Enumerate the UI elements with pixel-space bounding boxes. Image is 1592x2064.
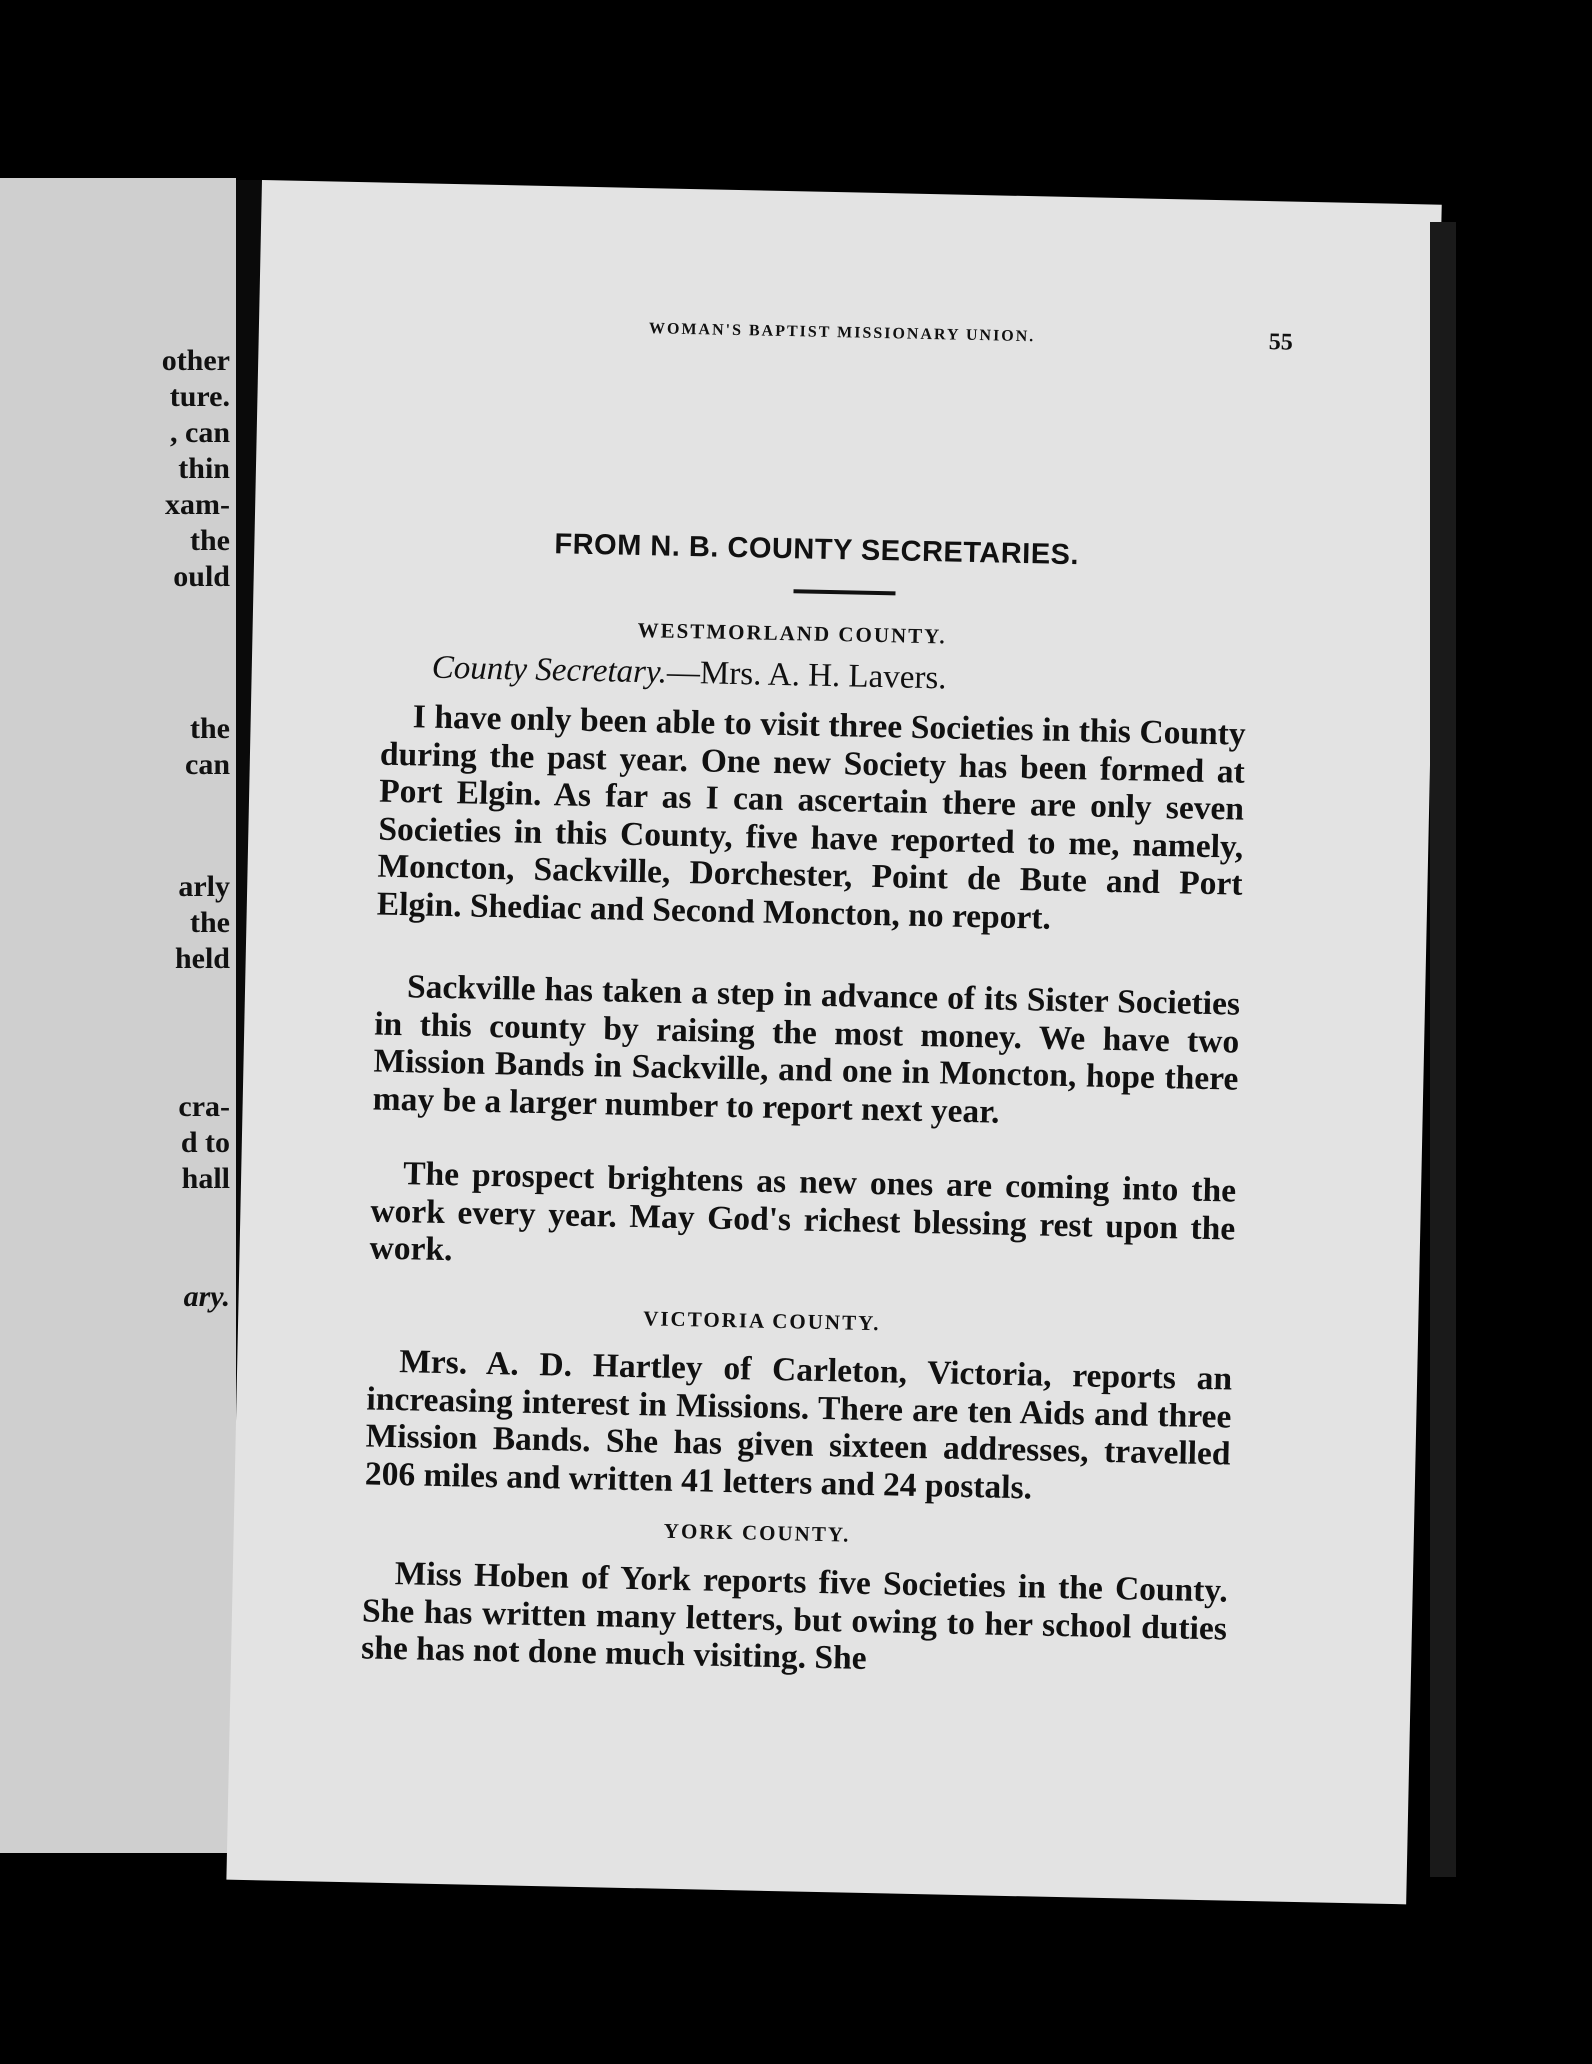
- left-fragment: thin: [178, 452, 230, 485]
- left-fragment: arly: [178, 870, 230, 903]
- left-fragment: can: [185, 748, 230, 781]
- left-fragment: the: [190, 712, 230, 745]
- york-heading: YORK COUNTY.: [663, 1518, 851, 1547]
- westmorland-paragraph-3: The prospect brightens as new ones are coming into the work every year. May God's richest blessing rest upon the work.: [369, 1155, 1237, 1269]
- left-fragment: d to: [180, 1126, 230, 1159]
- article-title: FROM N. B. COUNTY SECRETARIES.: [554, 528, 1080, 572]
- left-fragment: other: [161, 344, 230, 377]
- title-rule: [793, 589, 895, 595]
- left-fragment: the: [190, 524, 230, 557]
- county-secretary-line: [431, 650, 946, 698]
- victoria-heading: VICTORIA COUNTY.: [642, 1306, 881, 1336]
- left-fragment: ary.: [183, 1280, 230, 1313]
- victoria-paragraph: Mrs. A. D. Hartley of Carleton, Victoria, reports an increasing interest in Missions. There are ten Aids and three Mission Bands. She has given sixteen addresses, travelled 206 miles and written 41 letters and 24 postals.: [364, 1343, 1233, 1506]
- left-fragment: xam-: [165, 488, 230, 521]
- westmorland-paragraph-2: Sackville has taken a step in advance of its Sister Societies in this county by raising the most money. We have two Mission Bands in Sackville, and one in Moncton, hope there may be a larger number to report next year.: [372, 968, 1241, 1131]
- page-edge: [1430, 222, 1456, 1877]
- secretary-name: —Mrs. A. H. Lavers.: [666, 654, 947, 697]
- left-fragment: , can: [170, 416, 230, 449]
- york-paragraph: Miss Hoben of York reports five Societies in the County. She has written many letters, but owing to her school duties she has not done much visiting. She: [360, 1555, 1229, 1677]
- left-fragment: ould: [173, 560, 230, 593]
- left-fragment: the: [190, 906, 230, 939]
- page-number: 55: [1268, 329, 1294, 356]
- westmorland-paragraph-1: I have only been able to visit three Societies in this County during the past year. One new Society has been formed at Port Elgin. As far as I can ascertain there are only seven Societies in this County, five have reported to me, namely, Moncton, Sackville, Dorchester, Point de Bute and Port Elgin. Shediac and Second Moncton, no report.: [376, 698, 1246, 937]
- left-page: [0, 178, 236, 1853]
- left-fragment: held: [174, 942, 230, 975]
- right-page: [226, 180, 1441, 1904]
- left-fragment: hall: [181, 1162, 230, 1195]
- secretary-label: County Secretary.: [431, 649, 668, 691]
- left-fragment: ture.: [169, 380, 230, 413]
- westmorland-heading: WESTMORLAND COUNTY.: [637, 617, 947, 649]
- running-title: WOMAN'S BAPTIST MISSIONARY UNION.: [648, 320, 1036, 346]
- left-fragment: cra-: [178, 1090, 230, 1123]
